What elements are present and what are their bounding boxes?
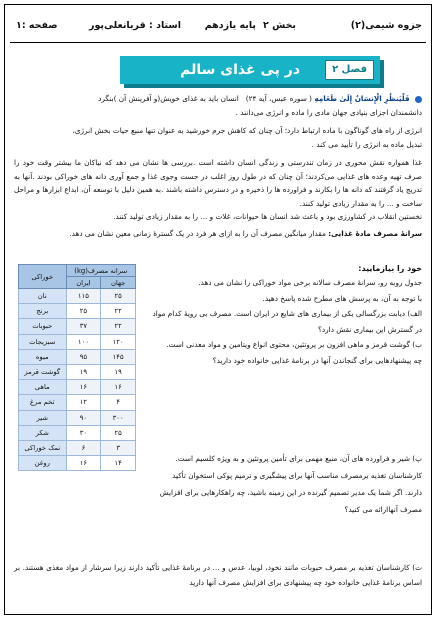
- table-iran-cell: ۶: [66, 440, 101, 455]
- table-food-cell: شیر: [19, 410, 67, 425]
- part-t-text: ت) کارشناسان تغذیه بر مصرف حبوبات مانند نخود، لوبیا، عدس و ... در برنامهٔ غذایی تأکید دارند زیرا سرشار از مواد مغذی هستند. بر اساس برنامهٔ غذایی خانواده خود چه پیشنهادی برای افزایش مصرف آنها دارید: [14, 563, 422, 587]
- table-food-header: خوراکی: [19, 265, 67, 289]
- chapter-title: در پی غذای سالم: [180, 62, 300, 78]
- quran-verse: فَلْيَنظُرِ الْإِنسَانُ إِلَىٰ طَعَامِهِ: [314, 94, 410, 103]
- table-iran-cell: ۱۱۵: [66, 289, 101, 304]
- paragraph: غذا همواره نقش محوری در زمان تندرستی و زندگی انسان داشته است .بررسی ها نشان می دهد که نیاکان ما بیشتر وقت خود را صرف تهیه وعده های غذایی می‌کردند؛ آن چنان که در طول روز اغلب در جست وجوی غذا و جمع آوری دانه های خوراکی بودند .آنها به تدریج یاد گرفتند که دانه ها را بکارند و فراورده ها را ذخیره و در دسترس داشته باشند .به همین دلیل با توسعه آن، ابداع ابزارها و مراحل ساخت و ... را به مقدار زیادی تولید کنند.: [14, 158, 422, 208]
- intro-line: [14, 92, 422, 106]
- table-body: [19, 289, 136, 471]
- table-food-cell: نمک خوراکی: [19, 440, 67, 455]
- part-p-line: دارند. اگر شما یک مدیر تصمیم گیرنده در این زمینه باشید، چه راهکارهایی برای افزایش: [159, 488, 422, 497]
- part-t-block: [14, 560, 422, 590]
- table-row: [19, 380, 136, 395]
- table-world-cell: ۳۰۰: [101, 410, 136, 425]
- self-test-line: در گسترش این بیماری نقش دارد؟: [318, 324, 422, 334]
- table-iran-header: ایران: [66, 277, 101, 289]
- table-row: [19, 440, 136, 455]
- table-world-cell: ۱۲۰: [101, 334, 136, 349]
- table-food-cell: نان: [19, 289, 67, 304]
- table-food-cell: سبزیجات: [19, 334, 67, 349]
- table-world-header: جهان: [101, 277, 136, 289]
- table-iran-cell: ۹۰: [66, 410, 101, 425]
- self-test-line: چه پیشنهادهایی برای گنجاندن آنها در برنامهٔ غذایی خانواده خود دارید؟: [212, 355, 422, 365]
- table-world-cell: ۳: [101, 440, 136, 455]
- part-p-line: کارشناسان تغذیه برمصرف مناسب آنها برای پیشگیری و ترمیم پوکی استخوان تأکید: [172, 471, 422, 480]
- table-food-cell: گوشت قرمز: [19, 364, 67, 379]
- part-p-line: پ) شیر و فراورده های آن، منبع مهمی برای تأمین پروتئین و به ویژه کلسیم است.: [175, 454, 422, 463]
- table-world-cell: ۱۴۵: [101, 349, 136, 364]
- self-test-block: [140, 264, 422, 367]
- paragraph: انرژی از راه های گوناگون با ماده ارتباط دارد؛ آن چنان که کاهش جرم خورشید به عنوان تنها منبع حیات بخش انرژی،: [72, 126, 422, 135]
- table-world-cell: ۱۴: [101, 456, 136, 471]
- self-test-title: خود را بیازمایید:: [358, 264, 422, 273]
- consumption-table: [18, 264, 136, 471]
- section-label: بخش ۲: [263, 20, 296, 31]
- table-food-cell: روغن: [19, 456, 67, 471]
- table-iran-cell: ۹۵: [66, 349, 101, 364]
- table-row: [19, 425, 136, 440]
- page-header: [10, 20, 426, 38]
- table-world-cell: ۴: [101, 395, 136, 410]
- table-iran-cell: ۱۶: [66, 456, 101, 471]
- self-test-line: الف) دیابت بزرگسالی یکی از بیماری های شایع در ایران است. مصرف بی رویهٔ کدام مواد: [152, 309, 422, 318]
- table-world-cell: ۲۲: [101, 319, 136, 334]
- table-row: [19, 334, 136, 349]
- table-food-cell: تخم مرغ: [19, 395, 67, 410]
- table-row: [19, 364, 136, 379]
- self-test-line: جدول روبه رو، سرانهٔ مصرف سالانه برخی مواد خوراکی را نشان می دهد.: [198, 278, 422, 287]
- table-iran-cell: ۱۲: [66, 395, 101, 410]
- table-row: [19, 395, 136, 410]
- paragraph: تبدیل ماده به انرژی را تأیید می کند .: [311, 139, 422, 149]
- intro-block: [14, 92, 422, 240]
- definition-term: سرانهٔ مصرف مادهٔ غذایی:: [328, 228, 422, 238]
- page-number: صفحه :۱: [16, 20, 58, 31]
- table-iran-cell: ۱۰۰: [66, 334, 101, 349]
- verse-reference: ( سوره عبس، آیه ۲۴): [245, 94, 312, 103]
- definition-text: مقدار میانگین مصرف آن را به ازای هر فرد در یک گسترهٔ زمانی معین نشان می دهد.: [69, 228, 326, 238]
- table-row: [19, 410, 136, 425]
- table-food-cell: حبوبات: [19, 319, 67, 334]
- booklet-title: جزوه شیمی(۲): [350, 20, 422, 31]
- table-food-cell: شکر: [19, 425, 67, 440]
- table-world-cell: ۱۹: [101, 364, 136, 379]
- table-row: [19, 304, 136, 319]
- table-iran-cell: ۳۰: [66, 425, 101, 440]
- part-p-line: مصرف آنهاارائه می کنید؟: [344, 505, 422, 514]
- table-world-cell: ۲۲: [101, 304, 136, 319]
- part-p-block: [140, 450, 422, 518]
- table-food-cell: ماهی: [19, 380, 67, 395]
- table-row: [19, 456, 136, 471]
- table-row: [19, 319, 136, 334]
- bullet-icon: [415, 96, 422, 103]
- header-divider: [10, 42, 426, 43]
- table-group-header: سرانه مصرف(kg): [66, 265, 135, 277]
- table-world-cell: ۲۵: [101, 289, 136, 304]
- chapter-banner: [120, 56, 380, 84]
- paragraph: دانشمندان اجزای بنیادی جهان مادی را ماده و انرژی می‌دانند .: [235, 107, 422, 117]
- table-world-cell: ۲۵: [101, 425, 136, 440]
- table-iran-cell: ۱۶: [66, 380, 101, 395]
- table-iran-cell: ۲۵: [66, 304, 101, 319]
- table-food-cell: میوه: [19, 349, 67, 364]
- teacher-label: استاد : قربانعلی‌پور: [88, 20, 181, 31]
- table-iran-cell: ۳۷: [66, 319, 101, 334]
- grade-label: پایه یازدهم: [204, 20, 256, 31]
- verse-meaning: انسان باید به غذای خویش(و آفرینش آن )بنگرد: [98, 94, 239, 103]
- self-test-line: با توجه به آن، به پرسش های مطرح شده پاسخ دهید.: [262, 293, 422, 303]
- definition-line: [14, 227, 422, 241]
- table-row: [19, 349, 136, 364]
- table-row: [19, 289, 136, 304]
- table-food-cell: برنج: [19, 304, 67, 319]
- table-iran-cell: ۱۹: [66, 364, 101, 379]
- paragraph: نخستین انقلاب در کشاورزی بود و باعث شد انسان ها حیوانات، غلات و ... را به مقدار زیادی تولید کنند.: [113, 212, 422, 221]
- self-test-line: ب) گوشت قرمز و ماهی افزون بر پروتئین، محتوی انواع ویتامین و مواد معدنی است.: [166, 340, 422, 349]
- chapter-number: فصل ۲: [325, 60, 374, 80]
- table-world-cell: ۱۶: [101, 380, 136, 395]
